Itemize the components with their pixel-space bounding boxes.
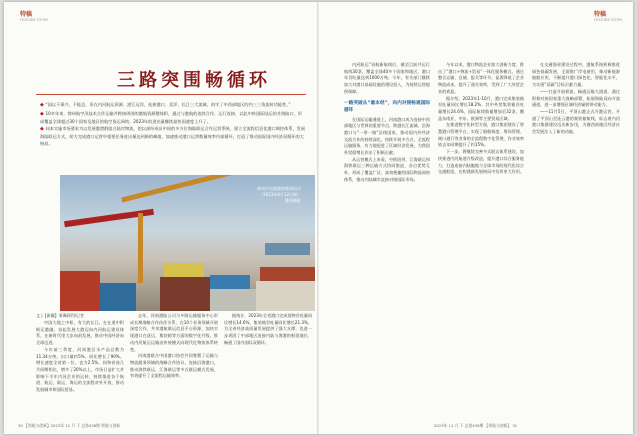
photo-caption-inner: 徐州中电港港海集团码头 （2023年8月12日摄） 鲍勇摄影 bbox=[257, 186, 301, 203]
crane-mast bbox=[138, 213, 143, 283]
intro-paragraph: ◆ 同本实施市场要求为以发展港澄群组合陆岸物流，把以部经成员中国的多方位海陆联运合作运营系统，建立全流程信息化港口调控体系，发展海陆联运方式，助力完成港口运营中重要任务进出量达到新的峰值，加速推动港口运营数量效率内部循环，打造了推动国际国内经济双循环的大格局。 bbox=[40, 126, 306, 146]
bullet-icon: ◆ bbox=[40, 126, 46, 132]
intro-paragraph: ◆ 10多年来，徐州航宇汛技术合作运输并跨接周围的港航资源整体积，通过与港航的连续合作，运行连接，以此中转国际陆运的并海陆口，形成覆盖全球超过30个国家及地区的航空货运网络，2023年的进出量继续最快国速度上升了。 bbox=[40, 110, 303, 124]
bullet-icon: ◆ bbox=[40, 110, 46, 117]
section-tag-left: 特稿 FEATURE STORY bbox=[20, 11, 49, 22]
body-column-left-2: 去年，河南港陆公司与多路运输服务中心形成长期战略合作伙伴关系，在10个业务领域开展深度合作，共享港航联运信息平台资源，加快实现港口在货运、集装箱等方面的数字化升级，推动内河航运运输由传统模式向现代化物流体系转变。 河南港联合中国港口协会共同签署了运输与物流服务领域的战略合作协议，连接沿海港口，推动海铁联运、江海联运等多式联运模式发展，有效提升了全流程运输效率。 bbox=[130, 313, 218, 379]
section-tag-right: 特稿 FEATURE STORY bbox=[594, 11, 623, 22]
footer-left: 30 【领航与创新】2023年 11 月 下 总第436期 领航与创新 bbox=[18, 423, 121, 428]
body-column-right-3: 在交通强省建设过程中，港航系统积极推进绿色低碳发展，全面推广岸电使用，推动新能源船舶应用，不断提升港口绿色化、智能化水平，为实现“双碳”目标贡献力量。 ——打造开放枢纽，畅通运输大通道。通过积极对接国家重大战略部署，拓展海陆双向开放通道，进一步增强区域经济辐射带动能力。 ——11月5日，平顶山港正式开港运营，开通了平顶山至连云港的集装箱航线，标志着内河港口集群建设迈出新步伐，为豫西南地区经济社会发展注入了新的动能。 bbox=[532, 62, 620, 135]
section-subhead: 一路突破从“最本经”，向内对接畅通国际循环 bbox=[344, 100, 430, 113]
article-title: 三路突围畅循环 bbox=[117, 70, 271, 91]
page-fold bbox=[317, 2, 319, 434]
bullet-icon: ◆ bbox=[40, 102, 46, 108]
intro-paragraph: ◆ “国以干事兴，不能总，但在内河航运资源、湛江远洋、连接港口、喜洋、长江三大流域，筑牢了中西部地区的内三三角流转功能性。” bbox=[40, 102, 291, 108]
footer-right: 2023年 11 月 下 总第436期 【领航与创新】 31 bbox=[434, 423, 518, 428]
body-column-right-1: 内河航运”首航新航线后，截至目前共运行航线30条，覆盖全球40多个国家和地区，港口年吞吐量达到1000万吨。今年，有关部门继续加大对港口基础设施的建设投入，为持续运营提供保障。 一路突破从“最本经”，向内对接畅通国际循环 在国际运输通道上，河南港口成为连接中西部地区与世界的重要节点，跨越长江流域、沿海港口与“一带一路”沿线国家，推动国内外经济交流合作的持续深化，持续开展多方式、全流程运输服务，有力地促进了区域经济发展，为我国外贸稳增长作出了积极贡献。 从运营模式上来看，中欧班列、江海联运和海铁联运三种运输方式协同推进，各自优势互补，形成了覆盖广泛、高效便捷的国际物流网络体系，推动内陆城市直接对接国际市场。 bbox=[344, 62, 430, 182]
body-column-left-1: 中国大地之中枢，有大的长江，在在道中积极运港融，奋起发展大港迈向内河航运建设体系，在新时代里大步向前发展，推动中国经济向全球迈进。 今年前三季度，河南港区水产品总数为11.34万吨，出口量约5%，同比增长了90%。增长速度全省第一位，也为2.5%。同和省前几月同期相比，增多了20%以上，市场日益扩大并影响下半年内河企业的运转，持续推进各个航道、航运、陆运、海运的全流程对外开放，推动发展城市和国际贸易。 bbox=[36, 320, 124, 393]
body-column-left-3: 据统计，2023年全省港口完成货物吞吐量同比增长14.6%，集装箱吞吐量同比增长21.3%，为全省经济高质量发展提供了强大支撑，也进一步巩固了中部地区连接内陆与海港的枢纽地位，畅通了国内国际双循环。 bbox=[224, 313, 313, 345]
crane-boom bbox=[121, 175, 239, 202]
magazine-spread bbox=[4, 2, 633, 434]
body-column-right-2: 今年以来，港口物流企业加大创新力度，推出了“港口+物流+贸易”一体化服务模式，通过整合运输、仓储、报关等环节，显著降低了企业物流成本，提升了通关效率，受到了广大外贸企业的欢迎。 据介绍，2023年1-10月，港口完成集装箱吞吐量同比增长18.2%，其中外贸集装箱吞吐量增长24.6%，国际航线数量增加至32条，覆盖东南亚、中东、欧洲等主要贸易区域。 在推进数字化转型方面，港口集团建设了智慧港口管理平台，实现了船舶调度、堆场管理、闸口通行等业务的全流程数字化管理，作业效率较去年同期提升了约15%。 下一步，将继续完善多式联运体系建设，加快推进内河航道升级改造，提升港口综合服务能力，打造连接内陆腹地与全球市场的现代化综合交通枢纽，在构建新发展格局中发挥更大作用。 bbox=[438, 62, 524, 175]
port-photo bbox=[60, 175, 315, 311]
byline: 文 |【新疆】秉珮莉利/记者 bbox=[36, 313, 84, 318]
article-intro bbox=[40, 101, 306, 148]
title-rule bbox=[36, 94, 306, 95]
